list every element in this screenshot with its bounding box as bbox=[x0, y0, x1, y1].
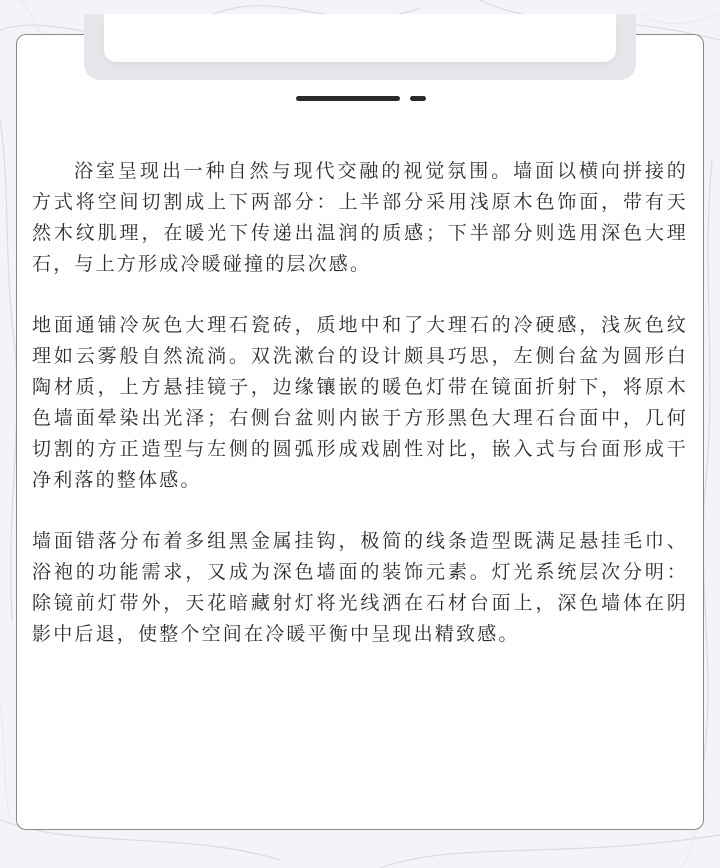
paragraph-2: 地面通铺冷灰色大理石瓷砖，质地中和了大理石的冷硬感，浅灰色纹理如云雾般自然流淌。双洗漱台的设计颇具巧思，左侧台盆为圆形白陶材质，上方悬挂镜子，边缘镶嵌的暖色灯带在镜面折射下，将原木色墙面晕染出光泽；右侧台盆则内嵌于方形黑色大理石台面中，几何切割的方正造型与左侧的圆弧形成戏剧性对比，嵌入式与台面形成干净利落的整体感。 bbox=[32, 314, 688, 491]
header-tab bbox=[104, 14, 616, 62]
paragraph-1: 浴室呈现出一种自然与现代交融的视觉氛围。墙面以横向拼接的方式将空间切割成上下两部分：上半部分采用浅原木色饰面，带有天然木纹肌理，在暖光下传递出温润的质感；下半部分则选用深色大理石，与上方形成冷暖碰撞的层次感。 bbox=[32, 160, 688, 275]
article-body bbox=[32, 156, 688, 650]
title-divider-short bbox=[410, 96, 426, 101]
title-divider-long bbox=[296, 96, 400, 101]
paragraph-3: 墙面错落分布着多组黑金属挂钩，极简的线条造型既满足悬挂毛巾、浴袍的功能需求，又成为深色墙面的装饰元素。灯光系统层次分明：除镜前灯带外，天花暗藏射灯将光线洒在石材台面上，深色墙体在阴影中后退，使整个空间在冷暖平衡中呈现出精致感。 bbox=[32, 530, 688, 645]
